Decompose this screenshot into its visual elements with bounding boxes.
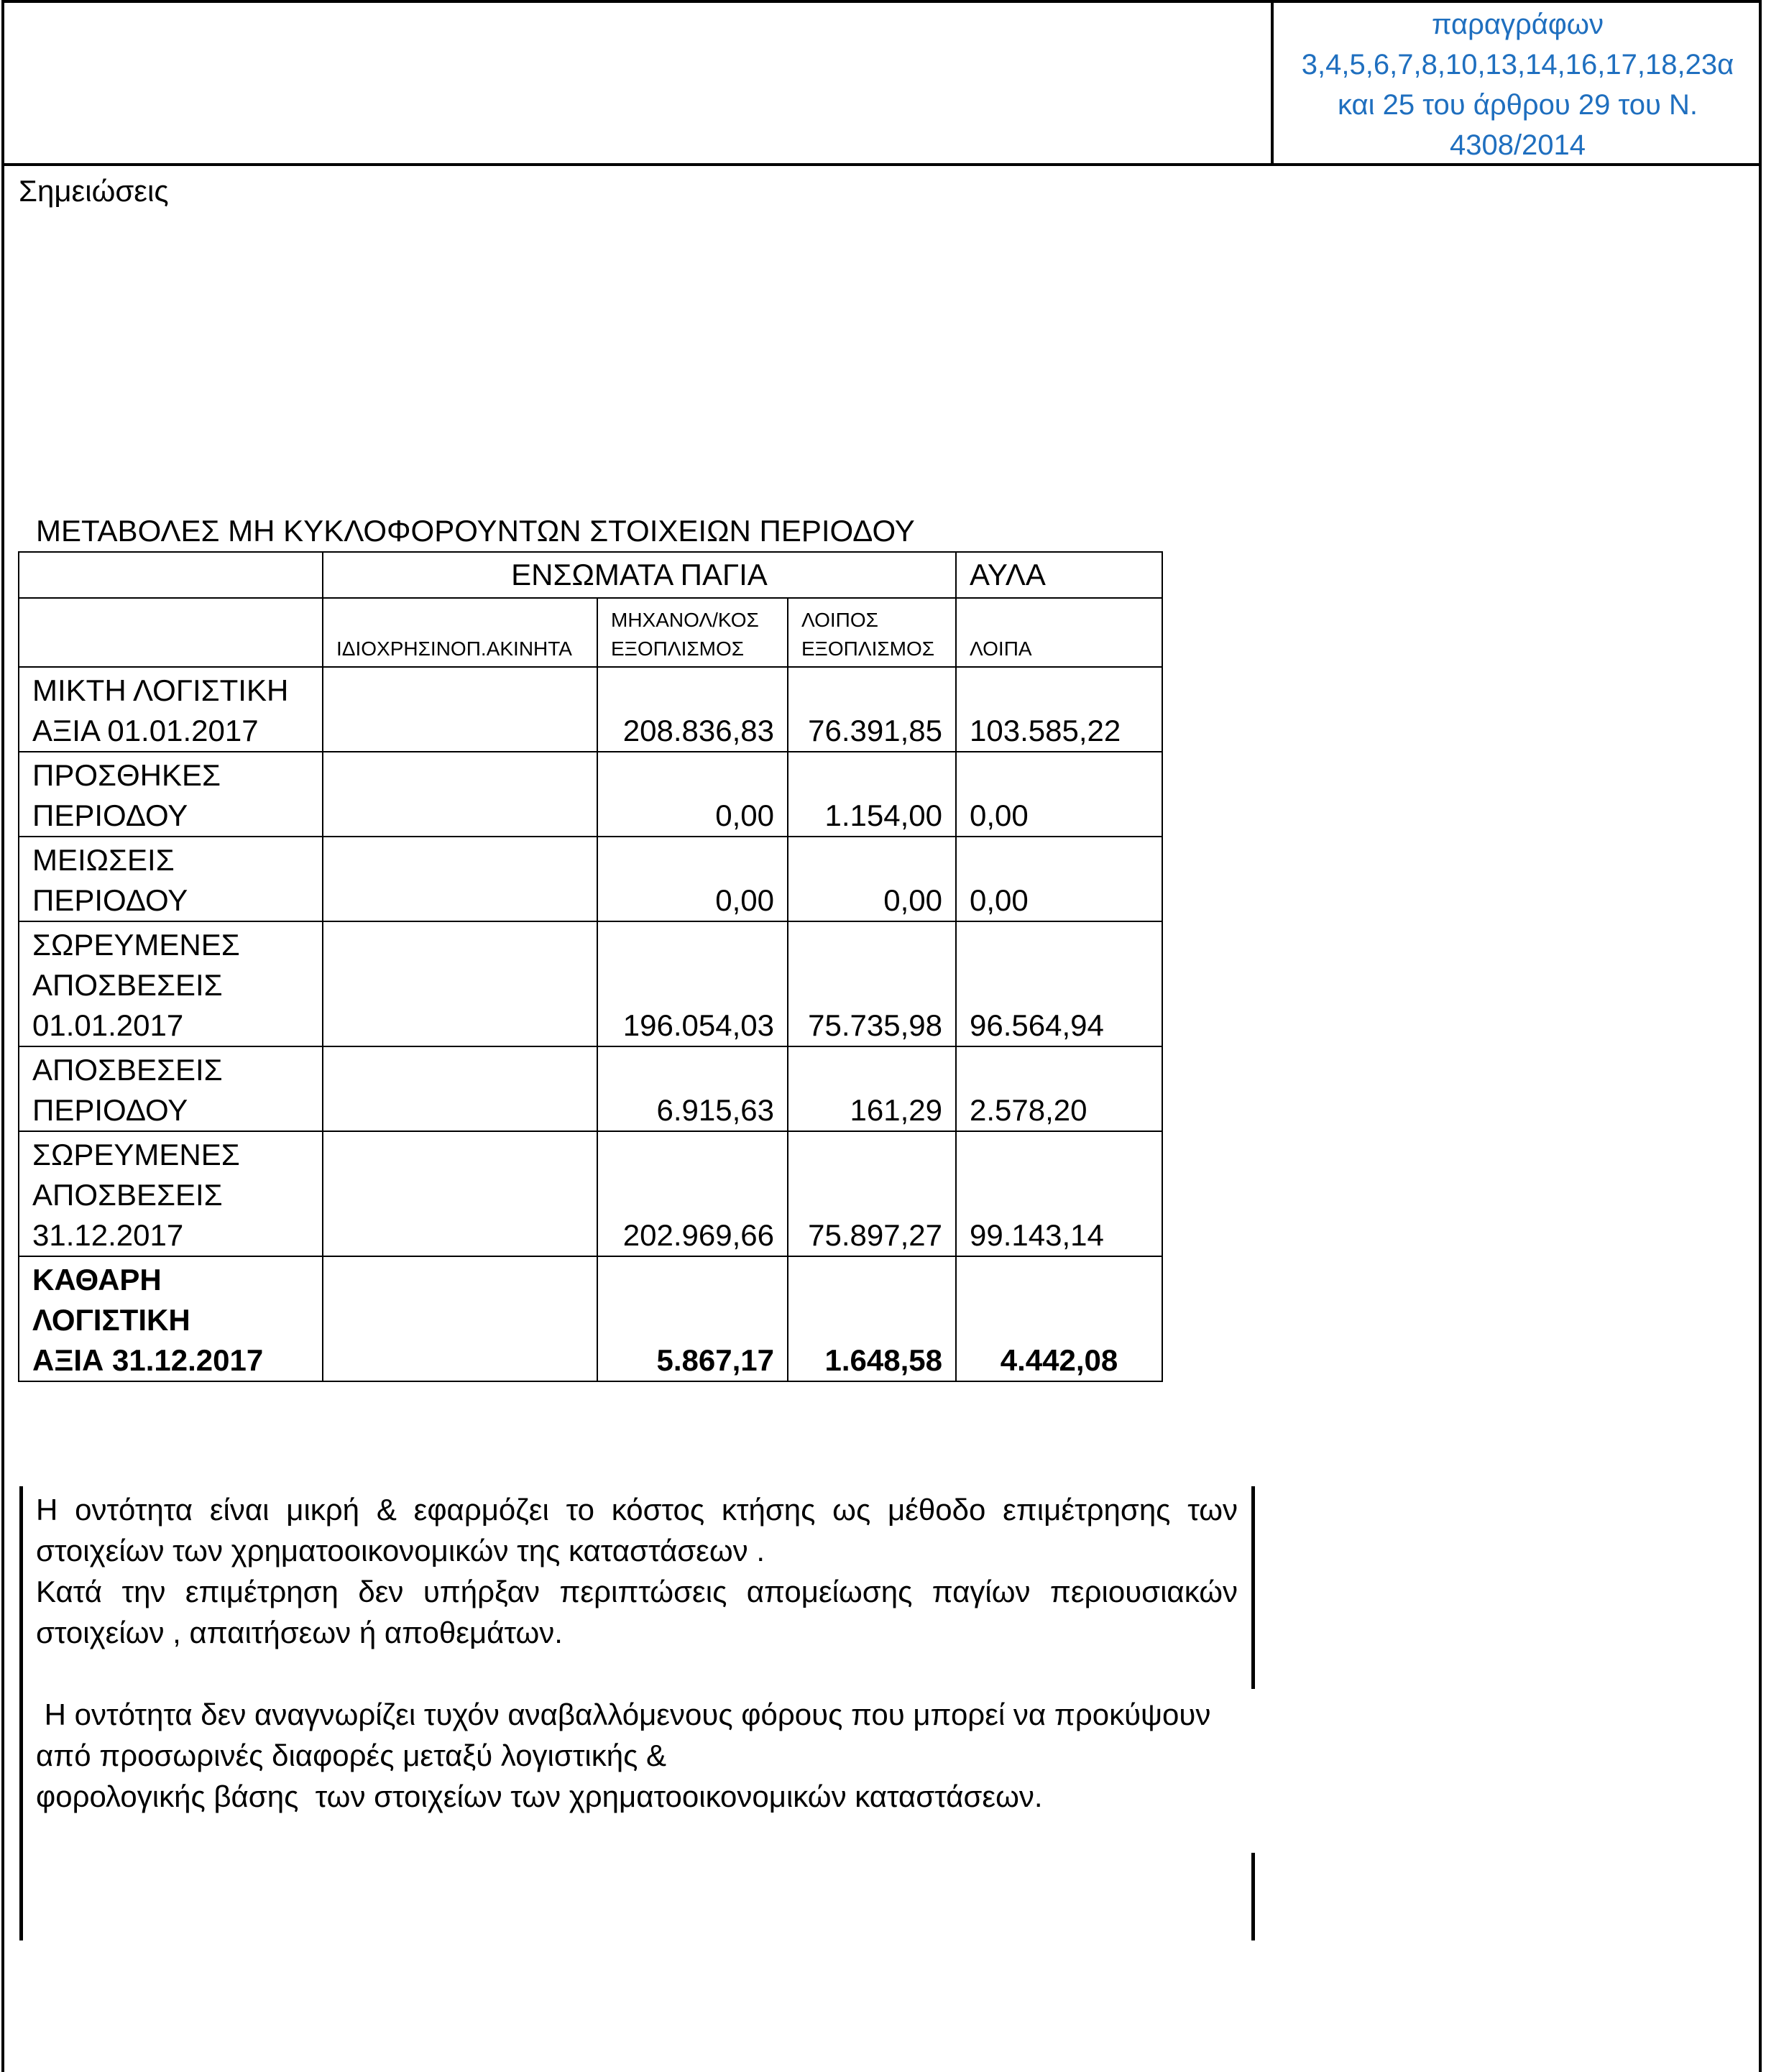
col-header-line: ΜΗΧΑΝΟΛ/ΚΟΣ: [611, 609, 759, 631]
cell-other-equipment: 76.391,85: [788, 667, 956, 752]
col-header-property: ΙΔΙΟΧΡΗΣΙΝΟΠ.ΑΚΙΝΗΤΑ: [323, 598, 597, 667]
policy-paragraph: Κατά την επιμέτρηση δεν υπήρξαν περιπτώσεις απομείωσης παγίων περιουσιακών στοιχείων , απαιτήσεων ή αποθεμάτων.: [36, 1575, 1238, 1649]
row-label-line: ΑΞΙΑ 31.12.2017: [32, 1343, 264, 1377]
table-row: [19, 667, 1162, 752]
row-label: [19, 667, 323, 752]
row-label-line: ΠΕΡΙΟΔΟΥ: [32, 798, 188, 832]
cell-other: 96.564,94: [956, 921, 1162, 1046]
row-label-line: ΣΩΡΕΥΜΕΝΕΣ: [32, 1138, 240, 1171]
notes-label: Σημειώσεις: [19, 174, 169, 208]
col-header-line: ΛΟΙΠΟΣ: [801, 609, 878, 631]
table-row: [19, 921, 1162, 1046]
cell-other-equipment: 161,29: [788, 1046, 956, 1131]
col-header-machinery: [597, 598, 788, 667]
cell-other-equipment: 1.648,58: [788, 1256, 956, 1381]
row-label-line: ΚΑΘΑΡΗ ΛΟΓΙΣΤΙΚΗ: [32, 1263, 190, 1337]
cell-property: [323, 837, 597, 921]
table-row: [19, 1131, 1162, 1256]
cell-machinery: 0,00: [597, 752, 788, 837]
cell-other-equipment: 0,00: [788, 837, 956, 921]
text-block-left-border: [19, 1486, 23, 1940]
cell-other: 103.585,22: [956, 667, 1162, 752]
row-label-line: ΠΕΡΙΟΔΟΥ: [32, 883, 188, 917]
cell-machinery: 6.915,63: [597, 1046, 788, 1131]
cell-machinery: 202.969,66: [597, 1131, 788, 1256]
row-label-line: ΑΠΟΣΒΕΣΕΙΣ: [32, 1053, 223, 1087]
row-label: [19, 752, 323, 837]
cell-other: 99.143,14: [956, 1131, 1162, 1256]
cell-other: 0,00: [956, 837, 1162, 921]
policy-paragraph-line: από προσωρινές διαφορές μεταξύ λογιστικής &: [36, 1739, 667, 1772]
row-label: [19, 1256, 323, 1381]
row-label: [19, 837, 323, 921]
row-label-line: 01.01.2017: [32, 1008, 184, 1042]
cell-machinery: 5.867,17: [597, 1256, 788, 1381]
cell-property: [323, 1256, 597, 1381]
cell-property: [323, 667, 597, 752]
col-header-line: ΕΞΟΠΛΙΣΜΟΣ: [611, 637, 745, 660]
row-label-line: ΜΕΙΩΣΕΙΣ: [32, 843, 175, 877]
col-header-other-equipment: [788, 598, 956, 667]
row-label-line: ΑΞΙΑ 01.01.2017: [32, 714, 259, 747]
cell-other-equipment: 1.154,00: [788, 752, 956, 837]
cell-machinery: 196.054,03: [597, 921, 788, 1046]
policy-paragraph-line: Η οντότητα δεν αναγνωρίζει τυχόν αναβαλλόμενους φόρους που μπορεί να προκύψουν: [36, 1698, 1211, 1731]
table-row: [19, 1046, 1162, 1131]
cell-property: [323, 921, 597, 1046]
table-row: [19, 837, 1162, 921]
table-row: [19, 752, 1162, 837]
cell-other-equipment: 75.735,98: [788, 921, 956, 1046]
row-label-line: ΠΕΡΙΟΔΟΥ: [32, 1093, 188, 1127]
policy-paragraph: Η οντότητα είναι μικρή & εφαρμόζει το κόστος κτήσης ως μέθοδο επιμέτρησης των στοιχείων των χρηματοοικονομικών της καταστάσεων .: [36, 1493, 1238, 1567]
row-label-line: ΠΡΟΣΘΗΚΕΣ: [32, 758, 221, 792]
row-label: [19, 1046, 323, 1131]
cell-other: 4.442,08: [956, 1256, 1162, 1381]
row-label: [19, 1131, 323, 1256]
cell-property: [323, 1131, 597, 1256]
intangible-assets-header: ΑΥΛΑ: [956, 552, 1162, 598]
accounting-policy-text: [36, 1489, 1238, 1817]
empty-cell: [19, 598, 323, 667]
legal-reference-line: 4308/2014: [1449, 129, 1586, 161]
fixed-assets-table: [18, 551, 1163, 1382]
cell-other: 2.578,20: [956, 1046, 1162, 1131]
empty-cell: [19, 552, 323, 598]
legal-reference-line: και 25 του άρθρου 29 του Ν.: [1338, 89, 1698, 121]
legal-reference: [1274, 4, 1762, 165]
text-block-right-border-top: [1251, 1486, 1255, 1689]
cell-machinery: 208.836,83: [597, 667, 788, 752]
tangible-assets-header: ΕΝΣΩΜΑΤΑ ΠΑΓΙΑ: [323, 552, 956, 598]
cell-property: [323, 1046, 597, 1131]
cell-machinery: 0,00: [597, 837, 788, 921]
row-label-line: 31.12.2017: [32, 1218, 184, 1252]
cell-other-equipment: 75.897,27: [788, 1131, 956, 1256]
row-label-line: ΑΠΟΣΒΕΣΕΙΣ: [32, 968, 223, 1002]
paragraph-gap: [36, 1653, 1238, 1694]
col-header-line: ΕΞΟΠΛΙΣΜΟΣ: [801, 637, 935, 660]
cell-property: [323, 752, 597, 837]
col-header-other: ΛΟΙΠΑ: [956, 598, 1162, 667]
text-block-right-border-bottom: [1251, 1853, 1255, 1940]
legal-reference-line: παραγράφων: [1431, 9, 1604, 40]
table-row-total: [19, 1256, 1162, 1381]
group-header-row: [19, 552, 1162, 598]
table-title: ΜΕΤΑΒΟΛΕΣ ΜΗ ΚΥΚΛΟΦΟΡΟΥΝΤΩΝ ΣΤΟΙΧΕΙΩΝ ΠΕΡΙΟΔΟΥ: [36, 514, 915, 548]
row-label-line: ΜΙΚΤΗ ΛΟΓΙΣΤΙΚΗ: [32, 673, 289, 707]
row-label-line: ΣΩΡΕΥΜΕΝΕΣ: [32, 928, 240, 962]
legal-reference-line: 3,4,5,6,7,8,10,13,14,16,17,18,23α: [1301, 49, 1734, 80]
row-label: [19, 921, 323, 1046]
policy-paragraph-line: φορολογικής βάσης των στοιχείων των χρηματοοικονομικών καταστάσεων.: [36, 1779, 1043, 1813]
cell-other: 0,00: [956, 752, 1162, 837]
row-label-line: ΑΠΟΣΒΕΣΕΙΣ: [32, 1178, 223, 1212]
column-header-row: [19, 598, 1162, 667]
